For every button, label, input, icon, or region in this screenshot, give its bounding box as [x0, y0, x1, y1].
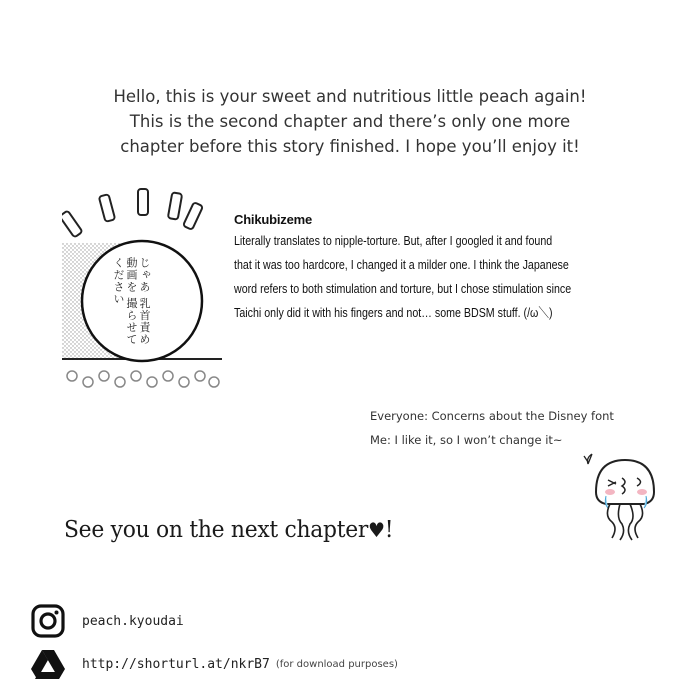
intro-line-3: chapter before this story finished. I hope you’ll enjoy it!: [120, 137, 580, 156]
disney-line-2: Me: I like it, so I won’t change it~: [370, 433, 563, 447]
note-definition: [234, 229, 654, 325]
intro-line-2: This is the second chapter and there’s only one more: [129, 112, 571, 131]
drive-note: (for download purposes): [275, 658, 398, 670]
note-line-1: Literally translates to nipple-torture. But, after I googled it and found: [234, 233, 553, 248]
disney-line-1: Everyone: Concerns about the Disney font: [370, 409, 614, 423]
intro-line-1: Hello, this is your sweet and nutritious little peach again!: [113, 87, 587, 106]
note-line-3: word refers to both stimulation and torture, but I chose stimulation since: [234, 281, 572, 296]
closing-text: See you on the next chapter: [64, 517, 369, 543]
jellyfish-icon: [582, 452, 668, 544]
drive-link[interactable]: [30, 646, 398, 682]
instagram-handle: peach.kyoudai: [82, 613, 184, 629]
drive-url[interactable]: http://shorturl.at/nkrB7: [82, 656, 270, 672]
speech-bubble-text: じゃあ 乳首責め 動画を 撮らせて ください: [112, 257, 151, 346]
intro-text: [0, 84, 700, 159]
heart-icon: ♥: [368, 518, 385, 542]
translation-note: [234, 212, 654, 325]
note-line-2: that it was too hardcore, I changed it a milder one. I think the Japanese: [234, 257, 569, 272]
google-drive-icon: [30, 646, 66, 682]
manga-panel: [62, 183, 222, 393]
instagram-icon: [30, 603, 66, 639]
instagram-link[interactable]: [30, 603, 184, 639]
note-term: Chikubizeme: [234, 212, 312, 227]
closing-message: [64, 517, 393, 543]
note-line-4: Taichi only did it with his fingers and not… some BDSM stuff. (/ω＼): [234, 305, 553, 320]
closing-exclamation: !: [384, 517, 394, 543]
